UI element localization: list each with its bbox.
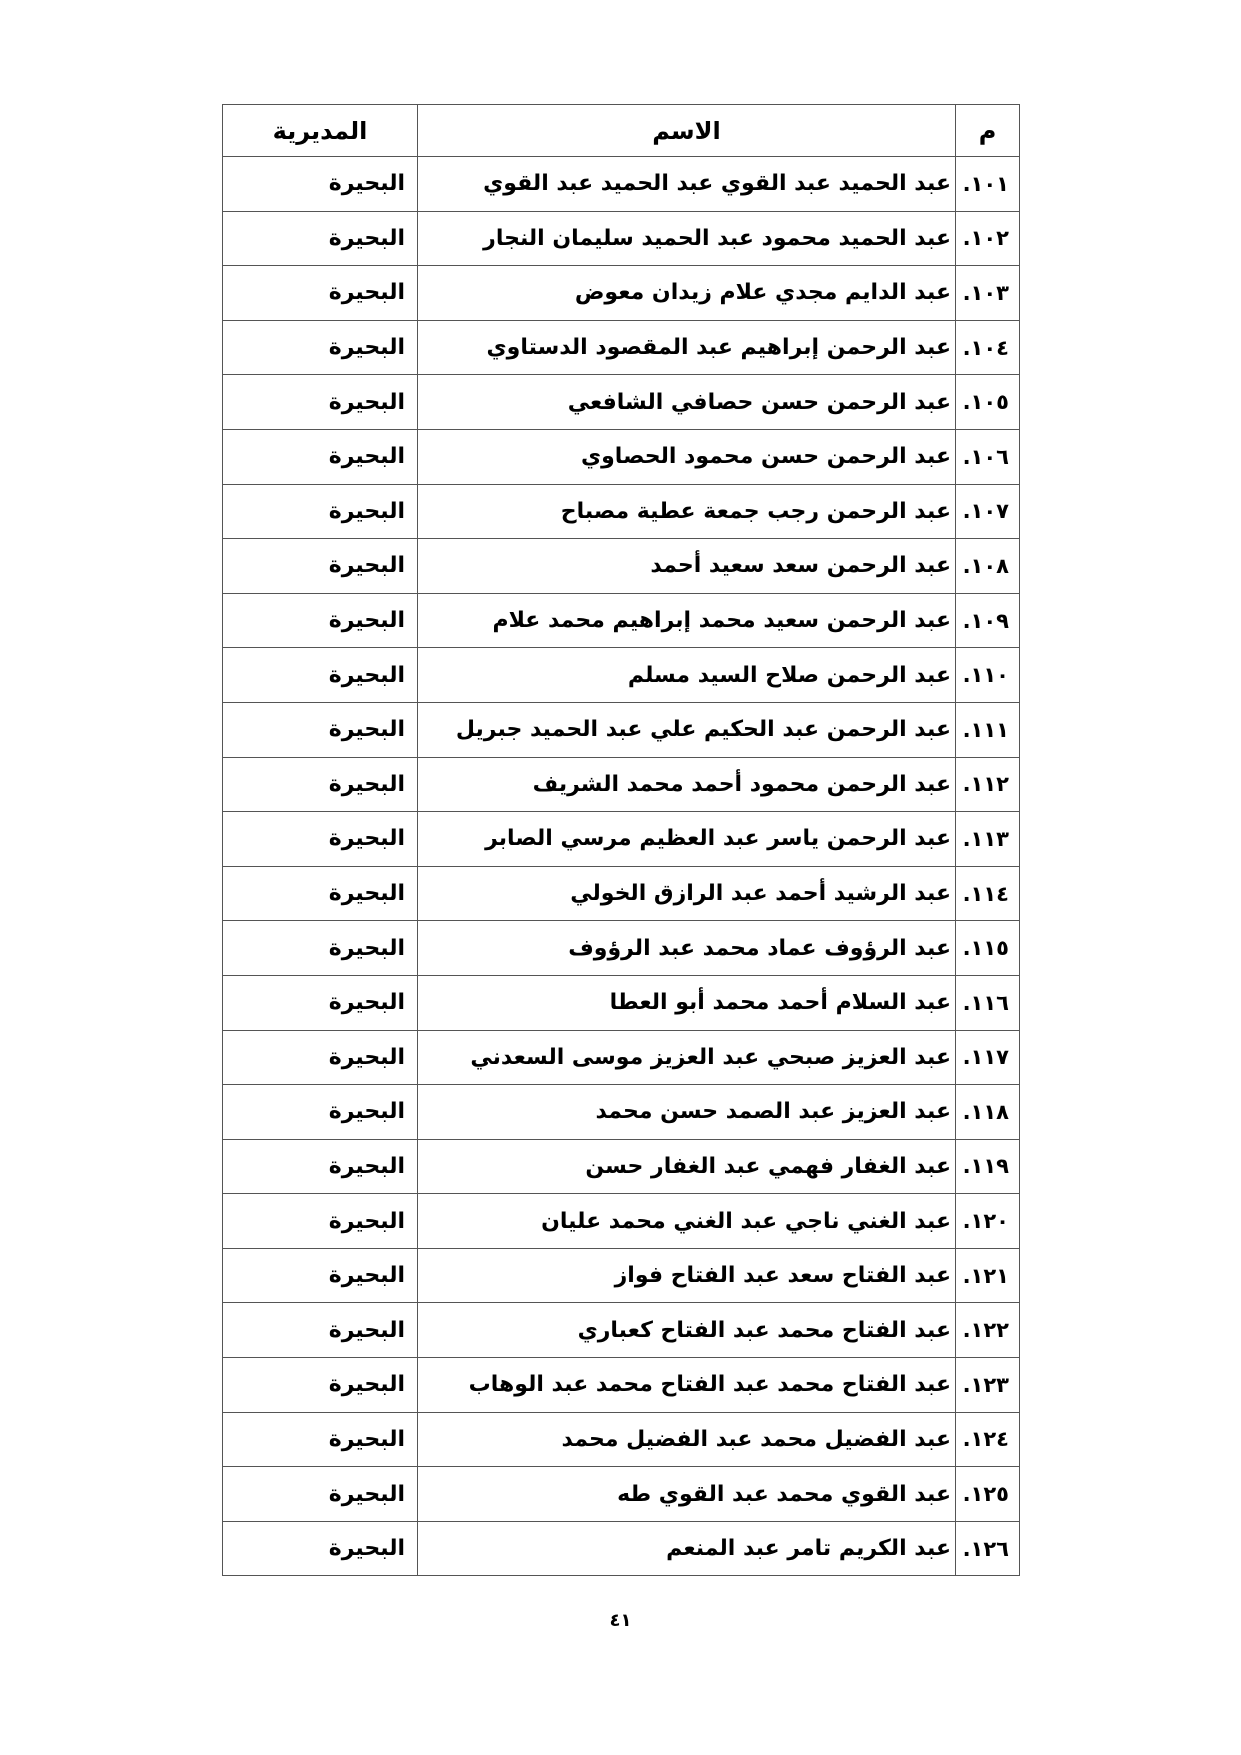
table-row bbox=[223, 1139, 1020, 1194]
row-name: عبد الرحمن عبد الحكيم علي عبد الحميد جبريل bbox=[418, 702, 956, 757]
page-number: ٤١ bbox=[609, 1610, 632, 1631]
row-number: ١١٢. bbox=[956, 757, 1020, 812]
row-name: عبد العزيز صبحي عبد العزيز موسى السعدني bbox=[418, 1030, 956, 1085]
row-name: عبد الرحمن حسن حصافي الشافعي bbox=[418, 375, 956, 430]
row-name: عبد الفضيل محمد عبد الفضيل محمد bbox=[418, 1412, 956, 1467]
row-directorate: البحيرة bbox=[223, 1521, 418, 1576]
table-row bbox=[223, 1303, 1020, 1358]
table-row bbox=[223, 157, 1020, 212]
table-row bbox=[223, 320, 1020, 375]
row-number: ١٠٢. bbox=[956, 211, 1020, 266]
row-directorate: البحيرة bbox=[223, 921, 418, 976]
row-directorate: البحيرة bbox=[223, 975, 418, 1030]
row-number: ١١١. bbox=[956, 702, 1020, 757]
row-directorate: البحيرة bbox=[223, 266, 418, 321]
row-number: ١٢٠. bbox=[956, 1194, 1020, 1249]
header-number: م bbox=[956, 105, 1020, 157]
row-directorate: البحيرة bbox=[223, 1467, 418, 1522]
row-number: ١٠٧. bbox=[956, 484, 1020, 539]
row-number: ١٢٥. bbox=[956, 1467, 1020, 1522]
row-number: ١٠٤. bbox=[956, 320, 1020, 375]
row-name: عبد الرحمن صلاح السيد مسلم bbox=[418, 648, 956, 703]
names-table bbox=[222, 104, 1020, 1576]
row-name: عبد الرحمن رجب جمعة عطية مصباح bbox=[418, 484, 956, 539]
row-name: عبد الرحمن سعيد محمد إبراهيم محمد علام bbox=[418, 593, 956, 648]
row-directorate: البحيرة bbox=[223, 702, 418, 757]
header-row bbox=[223, 105, 1020, 157]
table-row bbox=[223, 593, 1020, 648]
table-row bbox=[223, 648, 1020, 703]
table-row bbox=[223, 539, 1020, 594]
table-row bbox=[223, 1030, 1020, 1085]
row-number: ١٠٣. bbox=[956, 266, 1020, 321]
row-directorate: البحيرة bbox=[223, 648, 418, 703]
row-name: عبد الرشيد أحمد عبد الرازق الخولي bbox=[418, 866, 956, 921]
row-directorate: البحيرة bbox=[223, 484, 418, 539]
row-name: عبد الرحمن محمود أحمد محمد الشريف bbox=[418, 757, 956, 812]
table-header bbox=[223, 105, 1020, 157]
row-number: ١١٨. bbox=[956, 1085, 1020, 1140]
row-directorate: البحيرة bbox=[223, 1358, 418, 1413]
row-number: ١٢٦. bbox=[956, 1521, 1020, 1576]
row-directorate: البحيرة bbox=[223, 866, 418, 921]
table-row bbox=[223, 1521, 1020, 1576]
row-name: عبد الرحمن سعد سعيد أحمد bbox=[418, 539, 956, 594]
row-name: عبد الرحمن حسن محمود الحصاوي bbox=[418, 429, 956, 484]
table-row bbox=[223, 375, 1020, 430]
row-name: عبد الرحمن ياسر عبد العظيم مرسي الصابر bbox=[418, 812, 956, 867]
row-directorate: البحيرة bbox=[223, 539, 418, 594]
row-directorate: البحيرة bbox=[223, 320, 418, 375]
row-directorate: البحيرة bbox=[223, 1248, 418, 1303]
row-directorate: البحيرة bbox=[223, 1139, 418, 1194]
header-name: الاسم bbox=[418, 105, 956, 157]
row-directorate: البحيرة bbox=[223, 211, 418, 266]
row-number: ١١٦. bbox=[956, 975, 1020, 1030]
table-row bbox=[223, 211, 1020, 266]
table-row bbox=[223, 484, 1020, 539]
row-directorate: البحيرة bbox=[223, 1194, 418, 1249]
row-name: عبد الدايم مجدي علام زيدان معوض bbox=[418, 266, 956, 321]
table-row bbox=[223, 812, 1020, 867]
table-row bbox=[223, 702, 1020, 757]
row-number: ١٠١. bbox=[956, 157, 1020, 212]
row-name: عبد الغني ناجي عبد الغني محمد عليان bbox=[418, 1194, 956, 1249]
table-row bbox=[223, 1194, 1020, 1249]
table-row bbox=[223, 1467, 1020, 1522]
row-number: ١٢٢. bbox=[956, 1303, 1020, 1358]
row-name: عبد الفتاح محمد عبد الفتاح كعباري bbox=[418, 1303, 956, 1358]
row-number: ١٠٨. bbox=[956, 539, 1020, 594]
table-row bbox=[223, 866, 1020, 921]
table-row bbox=[223, 266, 1020, 321]
table-row bbox=[223, 757, 1020, 812]
row-directorate: البحيرة bbox=[223, 1085, 418, 1140]
table-row bbox=[223, 975, 1020, 1030]
row-name: عبد القوي محمد عبد القوي طه bbox=[418, 1467, 956, 1522]
row-number: ١١٧. bbox=[956, 1030, 1020, 1085]
row-directorate: البحيرة bbox=[223, 375, 418, 430]
table-row bbox=[223, 1412, 1020, 1467]
row-directorate: البحيرة bbox=[223, 812, 418, 867]
row-number: ١١٤. bbox=[956, 866, 1020, 921]
row-directorate: البحيرة bbox=[223, 1412, 418, 1467]
row-number: ١١٩. bbox=[956, 1139, 1020, 1194]
row-name: عبد الفتاح محمد عبد الفتاح محمد عبد الوهاب bbox=[418, 1358, 956, 1413]
row-name: عبد الفتاح سعد عبد الفتاح فواز bbox=[418, 1248, 956, 1303]
row-name: عبد الحميد محمود عبد الحميد سليمان النجار bbox=[418, 211, 956, 266]
row-name: عبد الحميد عبد القوي عبد الحميد عبد القوي bbox=[418, 157, 956, 212]
row-directorate: البحيرة bbox=[223, 1303, 418, 1358]
row-name: عبد الغفار فهمي عبد الغفار حسن bbox=[418, 1139, 956, 1194]
row-number: ١٠٥. bbox=[956, 375, 1020, 430]
row-name: عبد السلام أحمد محمد أبو العطا bbox=[418, 975, 956, 1030]
row-name: عبد الكريم تامر عبد المنعم bbox=[418, 1521, 956, 1576]
table-body bbox=[223, 157, 1020, 1576]
row-directorate: البحيرة bbox=[223, 429, 418, 484]
table-row bbox=[223, 1248, 1020, 1303]
table-row bbox=[223, 429, 1020, 484]
row-number: ١٠٦. bbox=[956, 429, 1020, 484]
row-directorate: البحيرة bbox=[223, 1030, 418, 1085]
table-row bbox=[223, 921, 1020, 976]
row-number: ١١٣. bbox=[956, 812, 1020, 867]
row-name: عبد العزيز عبد الصمد حسن محمد bbox=[418, 1085, 956, 1140]
row-number: ١٢٣. bbox=[956, 1358, 1020, 1413]
table-row bbox=[223, 1085, 1020, 1140]
row-directorate: البحيرة bbox=[223, 593, 418, 648]
row-number: ١٢٤. bbox=[956, 1412, 1020, 1467]
row-directorate: البحيرة bbox=[223, 757, 418, 812]
table-row bbox=[223, 1358, 1020, 1413]
row-number: ١٢١. bbox=[956, 1248, 1020, 1303]
row-number: ١٠٩. bbox=[956, 593, 1020, 648]
header-directorate: المديرية bbox=[223, 105, 418, 157]
row-number: ١١٠. bbox=[956, 648, 1020, 703]
row-directorate: البحيرة bbox=[223, 157, 418, 212]
row-name: عبد الرحمن إبراهيم عبد المقصود الدستاوي bbox=[418, 320, 956, 375]
row-name: عبد الرؤوف عماد محمد عبد الرؤوف bbox=[418, 921, 956, 976]
row-number: ١١٥. bbox=[956, 921, 1020, 976]
